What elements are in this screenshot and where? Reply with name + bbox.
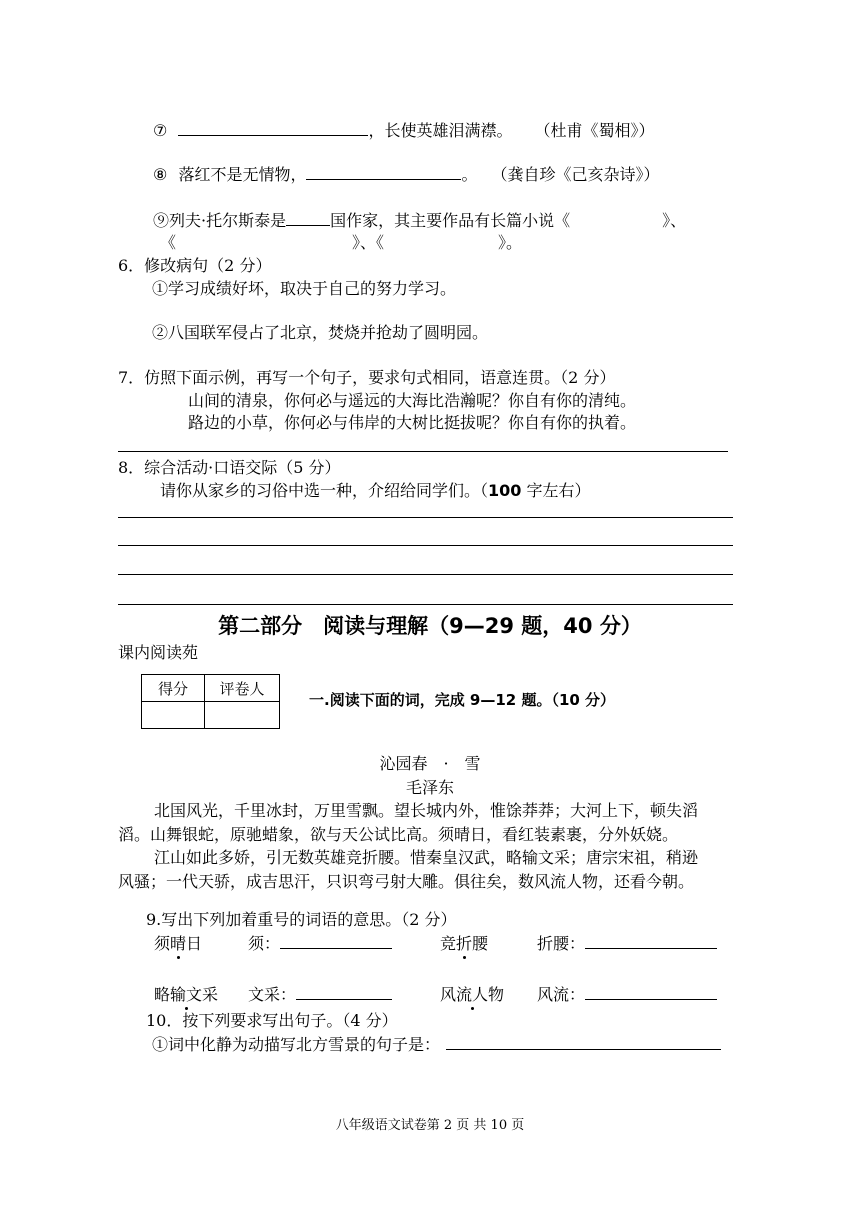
poem-author: 毛泽东 [405,778,454,797]
answer-blank[interactable] [585,934,717,949]
poem-line: 风骚；一代天骄，成吉思汗，只识弯弓射大雕。俱往矣，数风流人物，还看今朝。 [118,872,695,891]
question-10-item-1 [152,1035,721,1055]
reading-1-instruction: 一.阅读下面的词，完成 9—12 题。（10 分） [309,691,616,709]
question-7-example-2: 路边的小草，你何必与伟岸的大树比挺拔呢？你自有你的执着。 [188,413,637,432]
page-footer: 八年级语文试卷第 2 页 共 10 页 [335,1118,525,1133]
item-text: ①词中化静为动描写北方雪景的句子是： [152,1035,441,1054]
question-6-sentence-2: ②八国联军侵占了北京，焚烧并抢劫了圆明园。 [152,323,489,342]
question-10-title: 10．按下列要求写出句子。（4 分） [146,1011,398,1030]
score-cell[interactable] [142,702,205,729]
answer-label: 风流： [537,985,586,1004]
emphasized-word: 须晴日 [154,934,203,953]
emphasized-word: 略输文采 [154,985,219,1004]
answer-line[interactable] [118,545,733,546]
item-text: 。 [461,165,478,184]
answer-blank[interactable] [585,985,717,1000]
answer-label: 折腰： [537,934,586,953]
grader-cell[interactable] [205,702,280,729]
poem-stanza-2 [118,846,698,894]
question-9-answer-2 [537,934,717,954]
emphasized-word: 竞折腰 [440,934,489,953]
item-text: 》。 [498,233,523,252]
item-text: 《 [160,233,177,252]
fill-item-8 [153,165,659,185]
item-source: （龚自珍《己亥杂诗》） [491,165,660,184]
question-7-title: 7．仿照下面示例，再写一个句子，要求句式相同，语意连贯。（2 分） [118,368,616,387]
answer-blank[interactable] [280,934,392,949]
answer-line[interactable] [118,574,733,575]
question-9-answer-1 [248,934,392,954]
question-9-answer-4 [537,985,717,1005]
section-2-title: 第二部分 阅读与理解（9—29 题，40 分） [218,614,642,638]
question-9-word-2 [440,934,488,954]
question-6-title: 6．修改病句（2 分） [118,256,272,275]
answer-blank[interactable] [296,985,392,1000]
question-9-word-4 [440,985,504,1005]
item-text: ，长使英雄泪满襟。 [368,121,513,140]
item-number: ⑧ [153,165,168,184]
answer-blank[interactable] [178,121,368,136]
question-8-prompt [160,481,591,501]
answer-blank[interactable] [446,1035,721,1050]
poem-title: 沁园春 · 雪 [379,754,481,773]
item-text: 》、 [662,211,687,230]
answer-blank[interactable] [306,165,461,180]
item-text: 落红不是无情物， [178,165,307,184]
fill-item-7 [153,121,654,141]
grader-header: 评卷人 [205,675,280,702]
item-number: ⑦ [153,121,168,140]
poem-line: 江山如此多娇，引无数英雄竞折腰。惜秦皇汉武，略输文采；唐宗宋祖，稍逊 [154,848,699,867]
answer-blank[interactable] [286,211,330,226]
question-9-title: 9.写出下列加着重号的词语的意思。（2 分） [146,910,457,929]
item-source: （杜甫《蜀相》） [534,121,655,140]
question-8-title: 8．综合活动·口语交际（5 分） [118,458,341,477]
answer-line[interactable] [118,451,728,452]
emphasized-word: 风流人物 [440,985,505,1004]
prompt-text: 字左右） [521,481,591,500]
question-9-answer-3 [248,985,392,1005]
fill-item-9-line1 [153,211,686,231]
answer-line[interactable] [118,517,733,518]
prompt-number: 100 [488,481,522,500]
question-6-sentence-1: ①学习成绩好坏，取决于自己的努力学习。 [152,279,457,298]
answer-label: 须： [248,934,281,953]
question-9-word-3 [154,985,218,1005]
item-text: 国作家，其主要作品有长篇小说《 [330,211,571,230]
section-2-subtitle: 课内阅读苑 [118,643,199,662]
score-table [141,674,280,729]
prompt-text: 请你从家乡的习俗中选一种，介绍给同学们。（ [160,481,489,500]
poem-stanza-1 [118,799,698,847]
item-text: 》、《 [352,233,385,252]
score-header: 得分 [142,675,205,702]
answer-line[interactable] [118,604,733,605]
question-7-example-1: 山间的清泉，你何必与遥远的大海比浩瀚呢？你自有你的清纯。 [188,391,637,410]
poem-line: 北国风光，千里冰封，万里雪飘。望长城内外，惟馀莽莽；大河上下，顿失滔 [154,801,699,820]
fill-item-9-line2 [160,233,522,253]
item-text: ⑨列夫·托尔斯泰是 [153,211,287,230]
poem-line: 滔。山舞银蛇，原驰蜡象，欲与天公试比高。须晴日，看红装素裹，分外妖娆。 [118,825,679,844]
answer-label: 文采： [248,985,297,1004]
question-9-word-1 [154,934,202,954]
